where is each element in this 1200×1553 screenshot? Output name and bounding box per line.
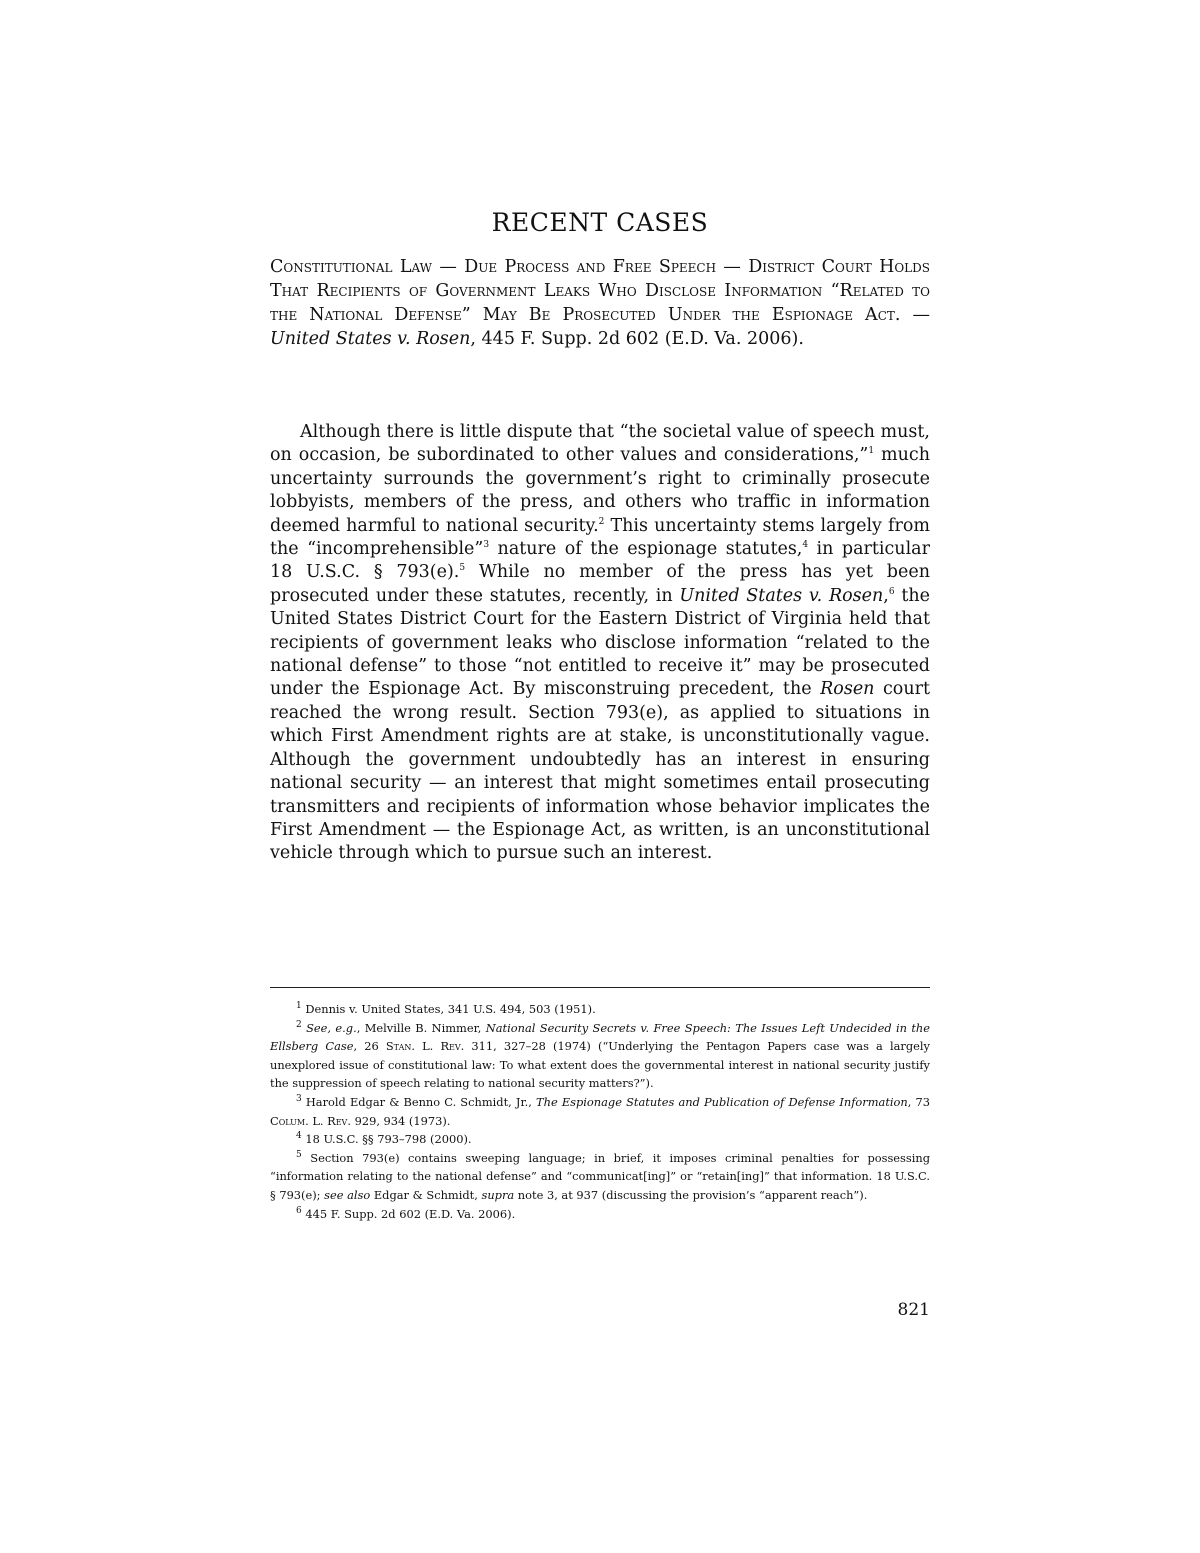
footnote-4 <box>270 1130 930 1149</box>
signal-italic: see also <box>324 1187 371 1202</box>
case-subject: Constitutional Law — Due Process and Free Speech — District Court Holds That Recipients of Government Leaks Who Disclose Information “Related to the National Defense” May Be Prosecuted Under the Espionage Act. — <box>270 257 930 325</box>
footnote-text: , Melville B. Nimmer, <box>356 1020 486 1035</box>
footnotes <box>270 1000 930 1223</box>
case-name: United States v. Rosen <box>270 329 471 349</box>
footnote-3 <box>270 1093 930 1130</box>
footnote-ref-1: 1 <box>868 446 875 457</box>
footnote-text: Edgar & Schmidt, <box>370 1187 482 1202</box>
body-text-run: Although there is little dispute that “the societal value of speech must, on occasion, be subordinated to other values and considerations,” <box>270 422 930 466</box>
body-text <box>270 421 930 866</box>
footnote-number: 5 <box>296 1149 302 1160</box>
footnote-number: 4 <box>296 1131 302 1142</box>
signal-italic: See, e.g. <box>306 1020 357 1035</box>
footnote-ref-4: 4 <box>802 540 809 551</box>
case-heading <box>270 255 930 351</box>
article-title: The Espionage Statutes and Publication of Defense Information <box>536 1094 908 1109</box>
body-text-run: in particular 18 U.S.C. § 793(e). <box>270 539 930 583</box>
page-number: 821 <box>897 1300 930 1320</box>
body-text-run: nature of the espionage statutes, <box>489 539 803 560</box>
footnote-number: 3 <box>296 1094 302 1105</box>
body-text-run: While no member of the press has yet been prosecuted under these statutes, recently, in <box>270 562 930 606</box>
footnote-text: note 3, at 937 (discussing the provision’s “apparent reach”). <box>514 1187 868 1202</box>
footnote-separator <box>270 987 930 988</box>
signal-italic: supra <box>481 1187 515 1202</box>
case-citation: , 445 F. Supp. 2d 602 (E.D. Va. 2006). <box>470 329 804 349</box>
footnote-5 <box>270 1149 930 1205</box>
footnote-text: 445 F. Supp. 2d 602 (E.D. Va. 2006). <box>301 1206 516 1221</box>
body-text-run: , <box>883 585 889 606</box>
footnote-text: 311, 327–28 (1974) (“Underlying the Pentagon Papers case was a largely unexplored issue of constitutional law: To what extent does the governmental interest in national security justify the suppression of speech relating to national security matters?”). <box>270 1039 930 1091</box>
document-page <box>270 0 930 1553</box>
body-text-run: This uncertainty stems largely from the “incomprehensible” <box>270 515 930 560</box>
footnote-text: Dennis v. United States, 341 U.S. 494, 503 (1951). <box>301 1002 596 1016</box>
footnote-ref-6: 6 <box>888 587 895 598</box>
footnote-ref-2: 2 <box>598 516 605 527</box>
footnote-ref-5: 5 <box>459 563 466 574</box>
body-text-run: the United States District Court for the Eastern District of Virginia held that recipients of government leaks who disclose information “related to the national defense” to those “not entitled to receive it” may be prosecuted under the Espionage Act. By misconstruing precedent, the <box>270 585 930 700</box>
rosen-italic: Rosen <box>820 679 875 700</box>
footnote-text: Harold Edgar & Benno C. Schmidt, Jr., <box>301 1094 537 1109</box>
body-text-run: much uncertainty surrounds the government’s right to criminally prosecute lobbyists, members of the press, and others who traffic in information deemed harmful to national security. <box>270 445 930 536</box>
footnote-number: 6 <box>296 1205 302 1216</box>
footnote-number: 2 <box>296 1019 302 1030</box>
footnote-ref-3: 3 <box>483 540 490 551</box>
case-name-italic: United States v. Rosen <box>679 585 884 606</box>
footnote-text: , 73 <box>907 1094 930 1109</box>
article-title: National Security Secrets v. Free Speech: The Issues Left Undecided in the Ellsberg Case <box>270 1020 931 1054</box>
body-paragraph <box>270 421 930 866</box>
journal-name: Stan. L. Rev. <box>385 1039 465 1054</box>
footnote-text: Section 793(e) contains sweeping language; in brief, it imposes criminal penalties for possessing “information relating to the national defense” and “communicat[ing]” or “retain[ing]” that information. 18 U.S.C. § 793(e); <box>270 1150 930 1202</box>
footnote-6 <box>270 1205 930 1224</box>
footnote-number: 1 <box>296 1001 302 1012</box>
footnote-2 <box>270 1019 930 1093</box>
section-heading: RECENT CASES <box>491 208 709 237</box>
footnote-text: 929, 934 (1973). <box>350 1113 451 1128</box>
footnote-1 <box>270 1000 930 1019</box>
body-text-run: court reached the wrong result. Section 793(e), as applied to situations in which First Amendment rights are at stake, is unconstitutionally vague. Although the government undoubtedly has an interest in ensuring national security — an interest that might sometimes entail prosecuting transmitters and recipients of information whose behavior implicates the First Amendment — the Espionage Act, as written, is an unconstitutional vehicle through which to pursue such an interest. <box>270 679 930 864</box>
footnote-text: 18 U.S.C. §§ 793–798 (2000). <box>301 1132 472 1147</box>
footnote-text: , 26 <box>353 1039 386 1054</box>
journal-name: Colum. L. Rev. <box>270 1113 351 1128</box>
